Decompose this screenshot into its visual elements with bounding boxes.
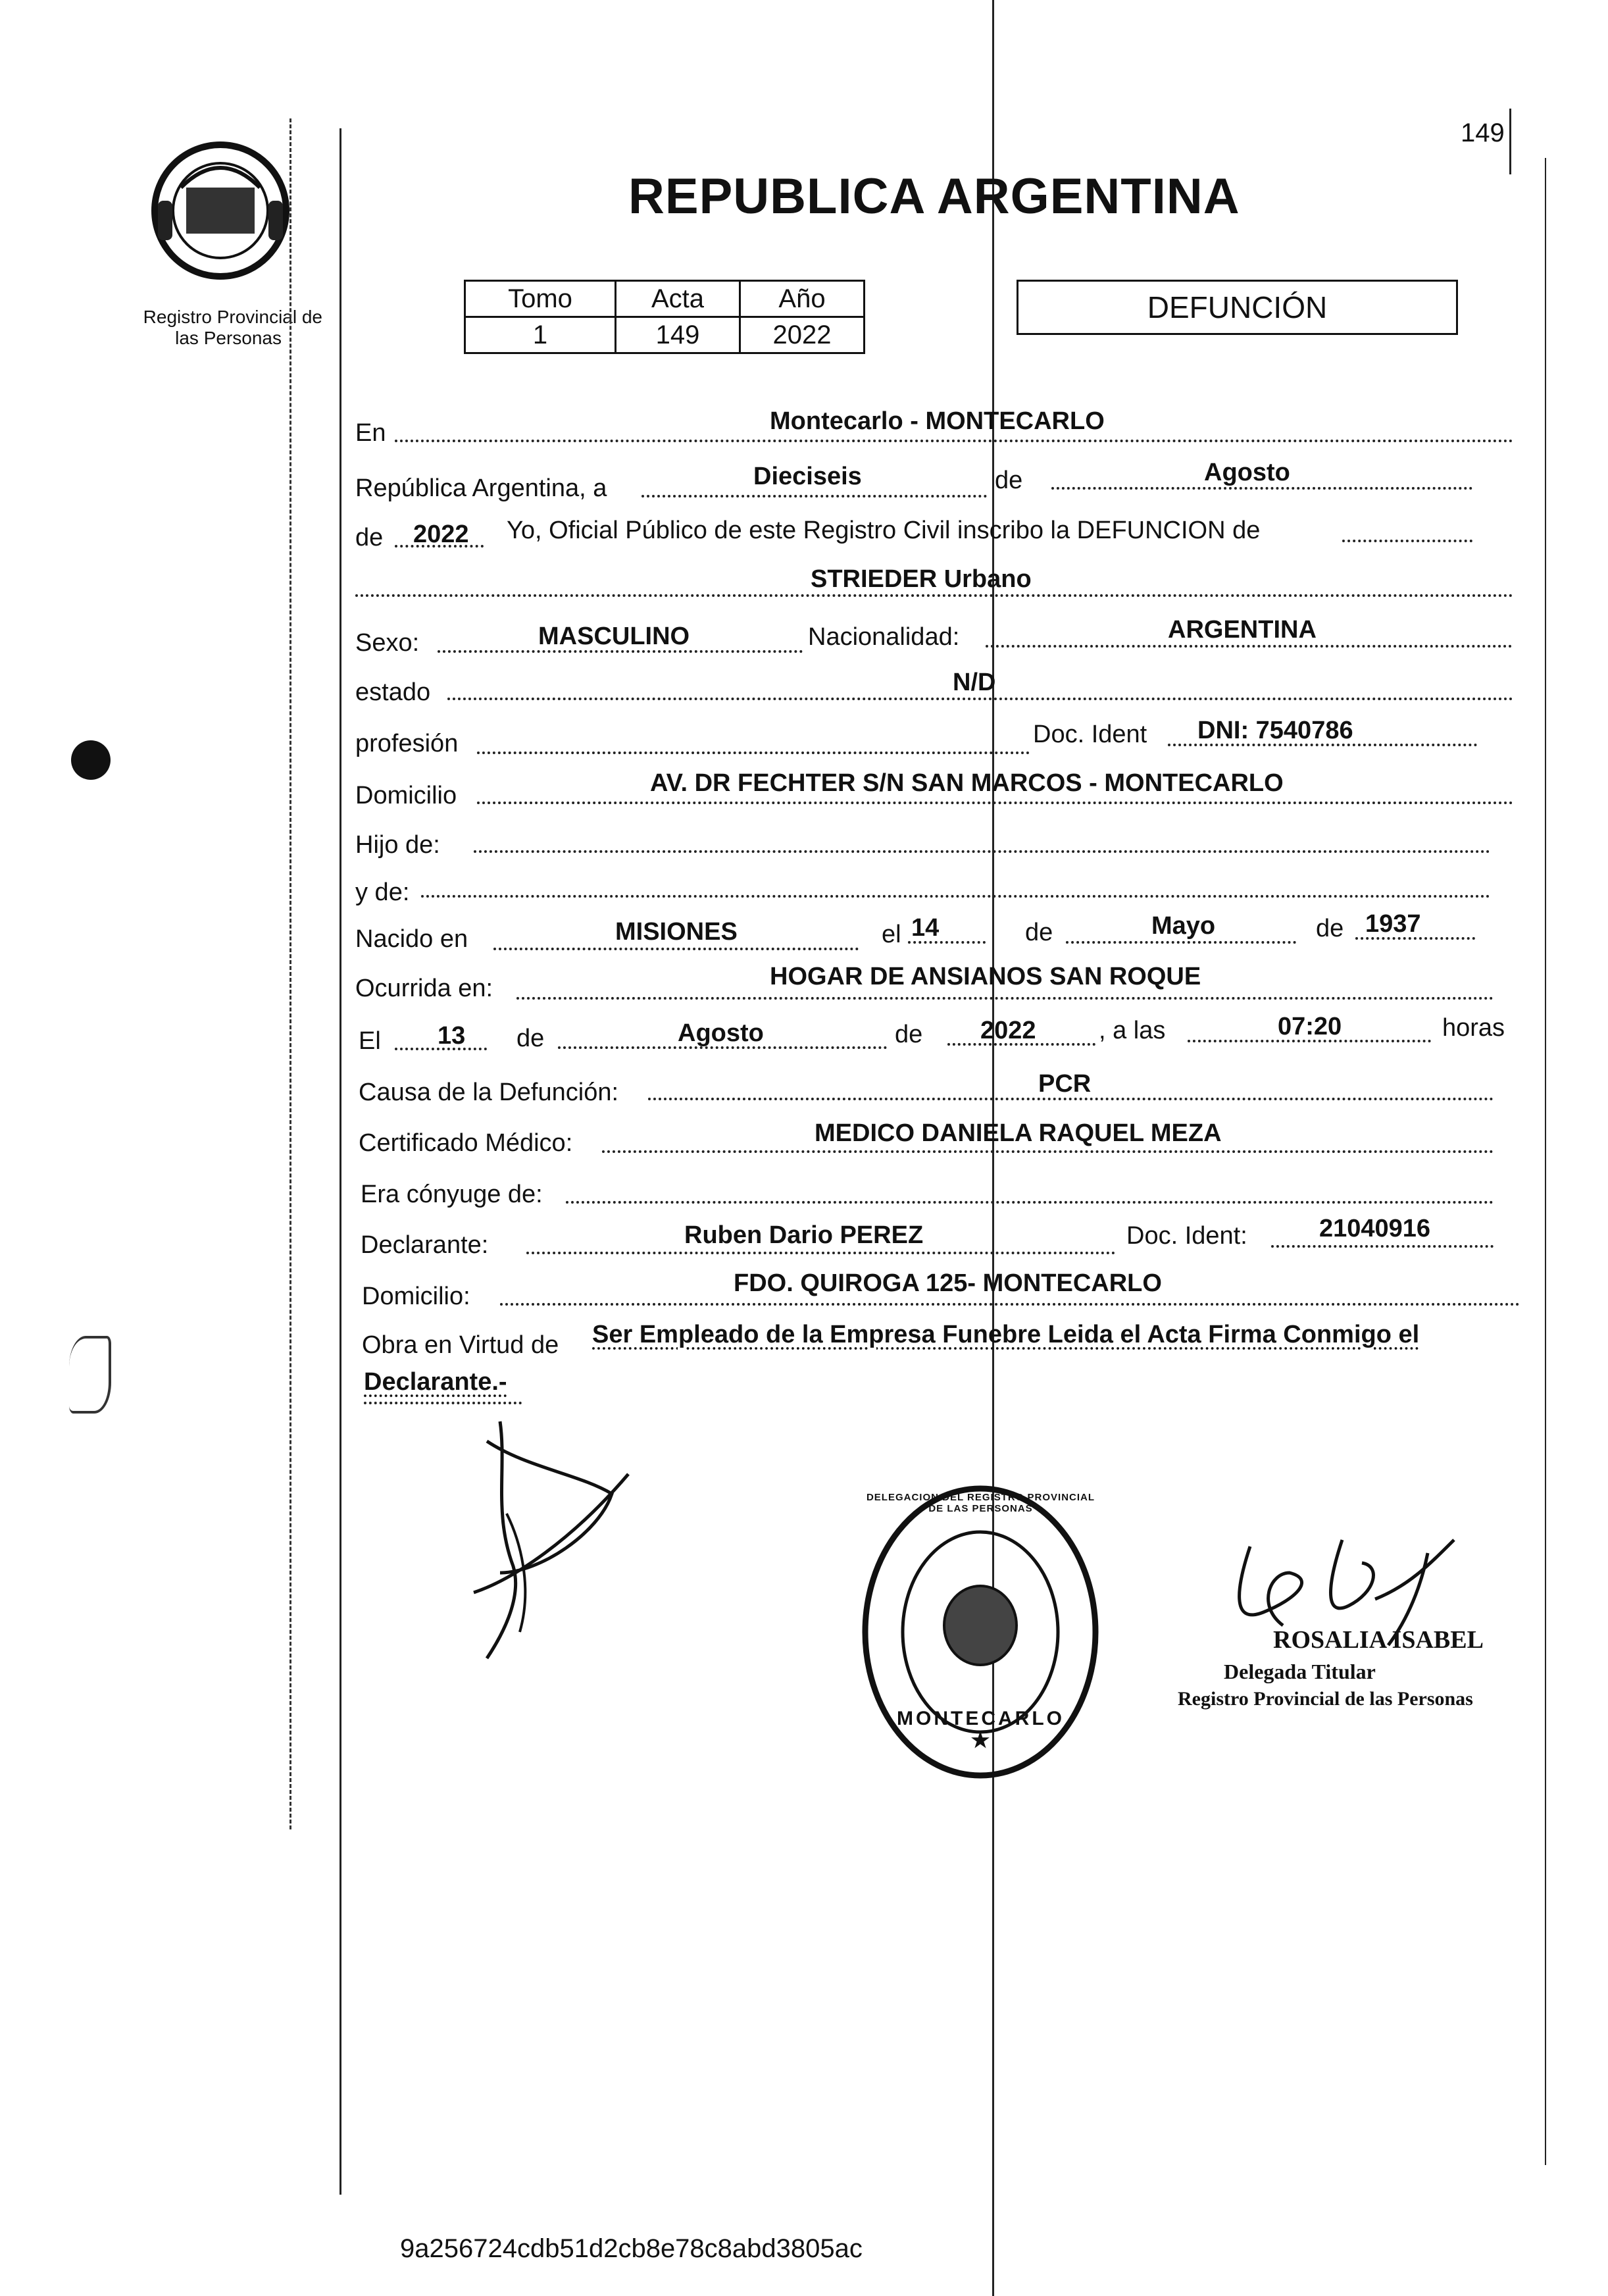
doc-ident2-value: 21040916 (1319, 1215, 1431, 1242)
birth-day: 14 (911, 914, 940, 942)
right-form-border (1545, 158, 1546, 2165)
staple-mark (69, 1336, 111, 1414)
causa-label: Causa de la Defunción: (359, 1079, 619, 1106)
official-stamp (861, 1484, 1101, 1780)
year: 2022 (413, 521, 469, 548)
estado-label: estado (355, 678, 431, 706)
month: Agosto (1204, 459, 1290, 486)
misiones-seal-logo (141, 135, 299, 286)
death-year: 2022 (980, 1017, 1036, 1044)
inscribo-text: Yo, Oficial Público de este Registro Civil inscribo la DEFUNCION de (507, 517, 1261, 544)
stamp-ring-text: DELEGACION DEL REGISTRO PROVINCIAL DE LAS PERSONAS (866, 1492, 1095, 1514)
table-value-acta: 149 (616, 317, 740, 353)
estado-value: N/D (953, 669, 996, 696)
conyuge-label: Era cónyuge de: (361, 1181, 543, 1208)
declarante-label: Declarante: (361, 1231, 489, 1259)
page-number: 149 (1461, 118, 1505, 147)
death-month: Agosto (678, 1019, 764, 1047)
right-margin-line (1509, 109, 1511, 174)
svg-text:★: ★ (970, 1728, 990, 1752)
center-fold-line (992, 0, 994, 2296)
official-title: Delegada Titular (1224, 1660, 1376, 1683)
hijo-line (474, 850, 1490, 853)
domicilio2-line (500, 1303, 1520, 1306)
profesion-label: profesión (355, 730, 459, 757)
ocurrida-line (516, 997, 1494, 1000)
day-word: Dieciseis (753, 463, 862, 490)
horas-label: horas (1442, 1014, 1505, 1042)
table-value-tomo: 1 (465, 317, 616, 353)
nacionalidad-value: ARGENTINA (1168, 616, 1317, 644)
certificado-value: MEDICO DANIELA RAQUEL MEZA (815, 1119, 1222, 1147)
birth-year: 1937 (1365, 910, 1421, 938)
yde-label: y de: (355, 879, 410, 906)
table-header-ano: Año (740, 281, 865, 317)
causa-value: PCR (1038, 1070, 1092, 1098)
domicilio2-label: Domicilio: (362, 1283, 470, 1310)
inscribo-line (1342, 540, 1472, 542)
nacionalidad-line (986, 645, 1512, 648)
doc-ident2-label: Doc. Ident: (1126, 1222, 1247, 1250)
hijo-label: Hijo de: (355, 831, 440, 859)
profesion-line (477, 752, 1030, 754)
conyuge-line (566, 1201, 1494, 1204)
el2-label: El (359, 1027, 381, 1055)
logo-caption-1: Registro Provincial de (143, 307, 322, 327)
official-name: ROSALIA ISABEL (1273, 1626, 1484, 1654)
en-label: En (355, 419, 386, 447)
estado-line (447, 698, 1513, 700)
yde-line (421, 895, 1490, 898)
nacionalidad-label: Nacionalidad: (808, 623, 960, 651)
doc-ident2-line (1271, 1245, 1494, 1248)
en-value: Montecarlo - MONTECARLO (770, 407, 1105, 435)
month-line (1051, 487, 1472, 490)
death-de1: de (516, 1025, 545, 1052)
declarant-signature (461, 1415, 645, 1665)
logo-caption-2: las Personas (175, 328, 282, 348)
sexo-label: Sexo: (355, 629, 420, 657)
stamp-center-text: MONTECARLO (897, 1708, 1065, 1729)
day-line (641, 495, 987, 497)
nacido-value: MISIONES (615, 918, 738, 946)
footer-hash: 9a256724cdb51d2cb8e78c8abd3805ac (400, 2234, 863, 2263)
obra-label: Obra en Virtud de (362, 1331, 559, 1359)
nacido-label: Nacido en (355, 925, 468, 953)
table-header-tomo: Tomo (465, 281, 616, 317)
record-type-box: DEFUNCIÓN (1017, 280, 1458, 335)
certificado-line (602, 1150, 1494, 1153)
nacido-line (493, 948, 859, 950)
birth-de2: de (1316, 915, 1344, 942)
doc-ident-value: DNI: 7540786 (1197, 717, 1353, 744)
doc-ident-label: Doc. Ident (1033, 721, 1147, 748)
obra-value-1: Ser Empleado de la Empresa Funebre Leida el Acta Firma Conmigo el (592, 1321, 1420, 1348)
ocurrida-label: Ocurrida en: (355, 975, 493, 1002)
table-value-ano: 2022 (740, 317, 865, 353)
ocurrida-value: HOGAR DE ANSIANOS SAN ROQUE (770, 963, 1201, 990)
birth-de1: de (1025, 919, 1053, 946)
death-day: 13 (438, 1022, 466, 1050)
declarante-line (526, 1252, 1115, 1254)
domicilio-line (477, 802, 1513, 804)
punch-hole-mark (71, 740, 111, 780)
en-line (395, 440, 1513, 442)
obra-line-2 (364, 1402, 522, 1404)
left-dashed-margin (289, 118, 291, 1829)
alas-label: , a las (1099, 1017, 1166, 1044)
official-office: Registro Provincial de las Personas (1178, 1688, 1473, 1710)
death-de2: de (895, 1021, 923, 1048)
record-table (464, 280, 865, 354)
de-label: de (995, 467, 1023, 494)
declarante-value: Ruben Dario PEREZ (684, 1221, 924, 1249)
birth-month: Mayo (1151, 912, 1216, 940)
deceased-name: STRIEDER Urbano (811, 565, 1032, 593)
name-line (355, 594, 1513, 597)
year-prefix: de (355, 524, 384, 551)
birth-month-line (1066, 941, 1296, 944)
death-time: 07:20 (1278, 1013, 1342, 1040)
republica-label: República Argentina, a (355, 474, 607, 502)
left-form-border (339, 128, 341, 2195)
domicilio2-value: FDO. QUIROGA 125- MONTECARLO (734, 1269, 1162, 1297)
document-title: REPUBLICA ARGENTINA (628, 168, 1240, 224)
sexo-value: MASCULINO (538, 623, 690, 650)
obra-value-2: Declarante.- (364, 1368, 507, 1396)
domicilio-label: Domicilio (355, 782, 457, 809)
domicilio-value: AV. DR FECHTER S/N SAN MARCOS - MONTECARLO (650, 769, 1284, 797)
table-header-acta: Acta (616, 281, 740, 317)
el-label: el (882, 921, 901, 948)
certificado-label: Certificado Médico: (359, 1129, 573, 1157)
